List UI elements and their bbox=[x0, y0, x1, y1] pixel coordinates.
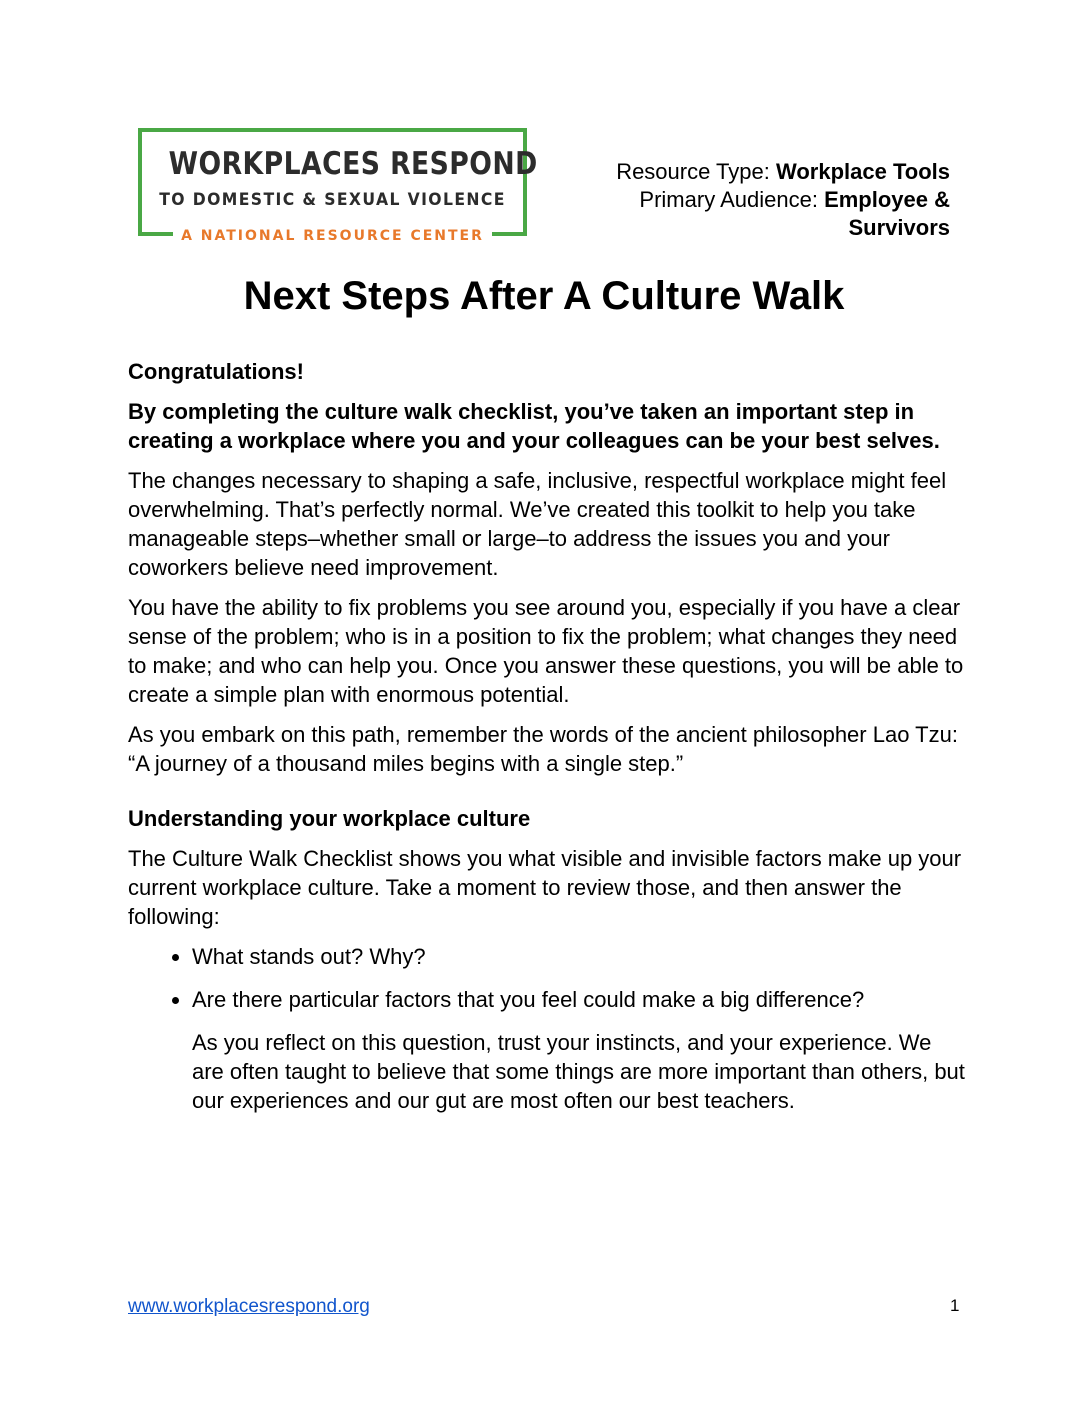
paragraph-changes: The changes necessary to shaping a safe, inclusive, respectful workplace might feel overwhelming. That’s perfectly normal. We’ve created this toolkit to help you take manageable steps–whether small or large–to address the issues you and your coworkers believe need improvement. bbox=[128, 468, 947, 580]
page-number: 1 bbox=[950, 1296, 960, 1315]
congrats-heading: Congratulations! bbox=[128, 359, 304, 384]
list-item: • Are there particular factors that you feel could make a big difference? bbox=[192, 985, 968, 1014]
resource-type: Resource Type: Workplace Tools bbox=[616, 159, 950, 184]
logo-tagline: A NATIONAL RESOURCE CENTER bbox=[142, 228, 523, 244]
page-title: Next Steps After A Culture Walk bbox=[243, 274, 845, 318]
list-item: • What stands out? Why? bbox=[192, 942, 968, 971]
organization-logo bbox=[138, 128, 538, 244]
paragraph-lao-tzu: As you embark on this path, remember the words of the ancient philosopher Lao Tzu: “A journey of a thousand miles begins with a single step.” bbox=[128, 722, 958, 776]
logo-title: WORKPLACES RESPOND bbox=[168, 146, 538, 182]
primary-audience-continued: Survivors bbox=[848, 215, 950, 240]
paragraph-ability: You have the ability to fix problems you see around you, especially if you have a clear sense of the problem; who is in a position to fix the problem; what changes they need to make; and who can help you. Once you answer these questions, you will be able to create a simple plan with enormous potential. bbox=[128, 595, 964, 707]
website-link[interactable]: www.workplacesrespond.org bbox=[128, 1296, 370, 1317]
logo-subtitle: TO DOMESTIC & SEXUAL VIOLENCE bbox=[159, 190, 506, 210]
primary-audience: Primary Audience: Employee & bbox=[639, 187, 950, 212]
intro-paragraph: By completing the culture walk checklist, you’ve taken an important step in creating a workplace where you and your colleagues can be your best selves. bbox=[128, 399, 940, 453]
question-list bbox=[128, 942, 968, 1014]
document-body bbox=[128, 357, 968, 1126]
resource-meta bbox=[550, 158, 950, 242]
bullet-note: As you reflect on this question, trust your instincts, and your experience. We are often taught to believe that some things are more important than others, but our experiences and our gut are most often our best teachers. bbox=[192, 1030, 965, 1113]
section-heading: Understanding your workplace culture bbox=[128, 806, 531, 831]
paragraph-checklist: The Culture Walk Checklist shows you what visible and invisible factors make up your current workplace culture. Take a moment to review those, and then answer the following: bbox=[128, 846, 962, 929]
